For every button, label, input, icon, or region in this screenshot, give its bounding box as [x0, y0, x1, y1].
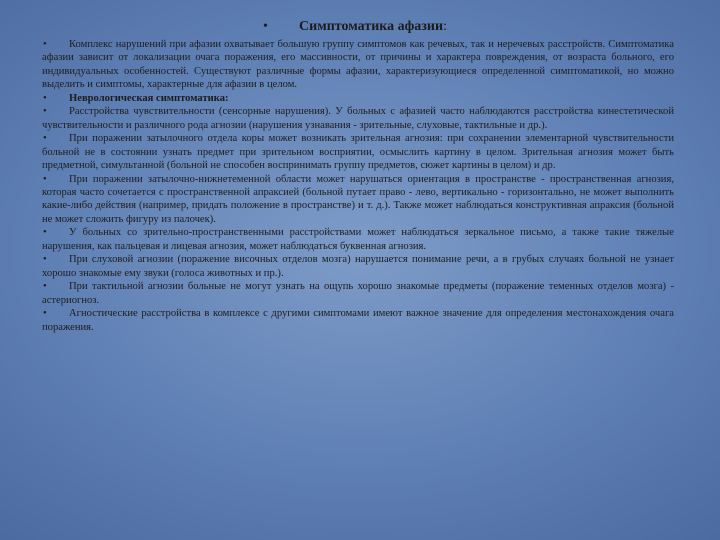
paragraph-text: Агностические расстройства в комплексе с другими симптомами имеют важное значение для определения местонахождения очага поражения. [42, 308, 674, 333]
paragraph-intro [42, 38, 674, 92]
paragraph-conclusion [42, 307, 674, 334]
slide [42, 16, 674, 536]
bullet: • [43, 133, 47, 145]
slide-title: Симптоматика афазии [299, 19, 444, 34]
bullet: • [43, 173, 47, 185]
title-suffix: : [443, 19, 447, 34]
bullet: • [43, 254, 47, 266]
slide-title-line [36, 16, 674, 38]
title-bullet: • [263, 19, 268, 34]
paragraph-text: Комплекс нарушений при афазии охватывает большую группу симптомов как речевых, так и неречевых расстройств. Симптоматика афазии зависит от локализации очага поражения, его массивности, от причины и характера повреждения, от возраста больного, его индивидуальных особенностей. Существуют различные формы афазии, характеризующиеся определенной симптоматикой, но можно выделить и симптомы, характерные для афазии в целом. [42, 39, 674, 91]
paragraph-mirror-writing [42, 226, 674, 253]
paragraph-auditory-agnosia [42, 253, 674, 280]
paragraph-text: При тактильной агнозии больные не могут узнать на ощупь хорошо знакомые предметы (поражение теменных отделов мозга) - астериогноз. [42, 281, 674, 306]
paragraph-text: При слуховой агнозии (поражение височных отделов мозга) нарушается понимание речи, а в грубых случаях больной не узнает хорошо знакомые ему звуки (голоса животных и пр.). [42, 254, 674, 279]
paragraph-sensory [42, 105, 674, 132]
paragraph-text: При поражении затылочного отдела коры может возникать зрительная агнозия: при сохранении элементарной чувствительности больной не в состоянии узнать предмет при зрительном восприятии, осмыслить картину в целом. Зрительная агнозия может быть предметной, симультанной (больной не способен воспринимать группу предметов, сюжет картины в целом) и др. [42, 133, 674, 172]
paragraph-visual-agnosia [42, 132, 674, 172]
paragraph-heading: Неврологическая симптоматика: [69, 92, 229, 104]
paragraph-text: Расстройства чувствительности (сенсорные нарушения). У больных с афазией часто наблюдаются расстройства кинестетической чувствительности и различного рода агнозии (нарушения узнавания - зрительные, слуховые, тактильные и др.). [42, 106, 674, 131]
paragraph-tactile-agnosia [42, 280, 674, 307]
bullet: • [43, 92, 47, 104]
bullet: • [43, 39, 47, 50]
bullet: • [43, 106, 47, 118]
paragraph-neuro-heading [42, 92, 674, 105]
bullet: • [43, 227, 47, 239]
paragraph-spatial-agnosia [42, 173, 674, 227]
paragraph-text: У больных со зрительно-пространственными расстройствами может наблюдаться зеркальное письмо, а также такие тяжелые нарушения, как пальцевая и лицевая агнозия, может наблюдаться буквенная агнозия. [42, 227, 674, 252]
bullet: • [43, 281, 47, 293]
paragraph-text: При поражении затылочно-нижнетеменной области может нарушаться ориентация в пространстве - пространственная агнозия, которая часто сочетается с пространственной апраксией (больной путает право - лево, вертикально - горизонтально, не может выполнить какие-либо действия (например, придать положение в пространстве) и т. д.). Также может наблюдаться конструктивная апраксия (больной не может сложить фигуру из палочек). [42, 173, 674, 225]
bullet: • [43, 308, 47, 320]
